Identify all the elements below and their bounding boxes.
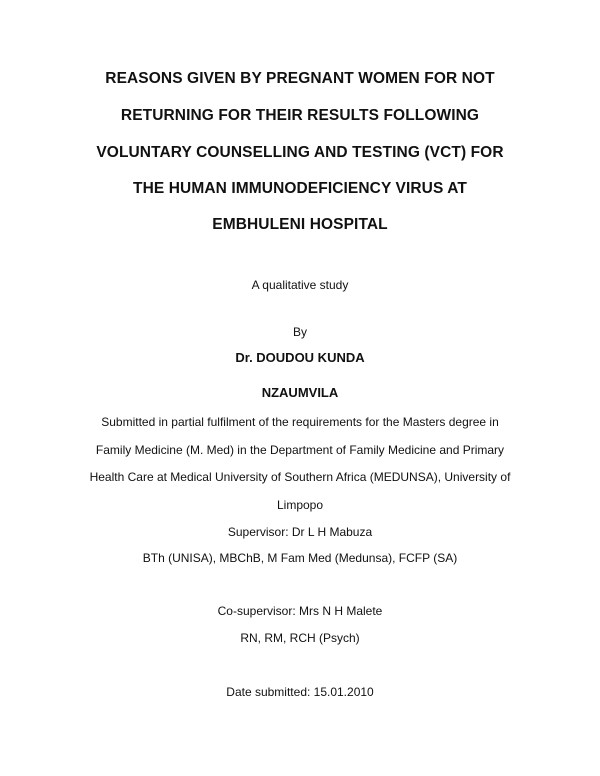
by-label: By: [292, 325, 307, 339]
submission-statement-line-3: Health Care at Medical University of Southern Africa (MEDUNSA), University of: [89, 470, 511, 484]
date-submitted: Date submitted: 15.01.2010: [226, 685, 374, 699]
author-name-line-1: Dr. DOUDOU KUNDA: [235, 350, 365, 365]
thesis-title-line-2: RETURNING FOR THEIR RESULTS FOLLOWING: [120, 107, 480, 124]
submission-statement-line-4: Limpopo: [276, 498, 324, 512]
submission-statement-line-2: Family Medicine (M. Med) in the Department of Family Medicine and Primary: [95, 443, 505, 457]
author-name-line-2: NZAUMVILA: [261, 385, 339, 400]
supervisor-name: Supervisor: Dr L H Mabuza: [227, 525, 373, 539]
co-supervisor-credentials: RN, RM, RCH (Psych): [240, 631, 360, 645]
co-supervisor-name: Co-supervisor: Mrs N H Malete: [217, 604, 383, 618]
submission-statement-line-1: Submitted in partial fulfilment of the requirements for the Masters degree in: [101, 415, 499, 429]
thesis-title-line-5: EMBHULENI HOSPITAL: [212, 216, 388, 233]
supervisor-credentials: BTh (UNISA), MBChB, M Fam Med (Medunsa), FCFP (SA): [142, 551, 458, 565]
study-type: A qualitative study: [251, 278, 349, 292]
thesis-title-line-1: REASONS GIVEN BY PREGNANT WOMEN FOR NOT: [105, 70, 495, 87]
thesis-title-line-3: VOLUNTARY COUNSELLING AND TESTING (VCT) FOR: [96, 144, 504, 161]
thesis-title-line-4: THE HUMAN IMMUNODEFICIENCY VIRUS AT: [133, 180, 467, 197]
